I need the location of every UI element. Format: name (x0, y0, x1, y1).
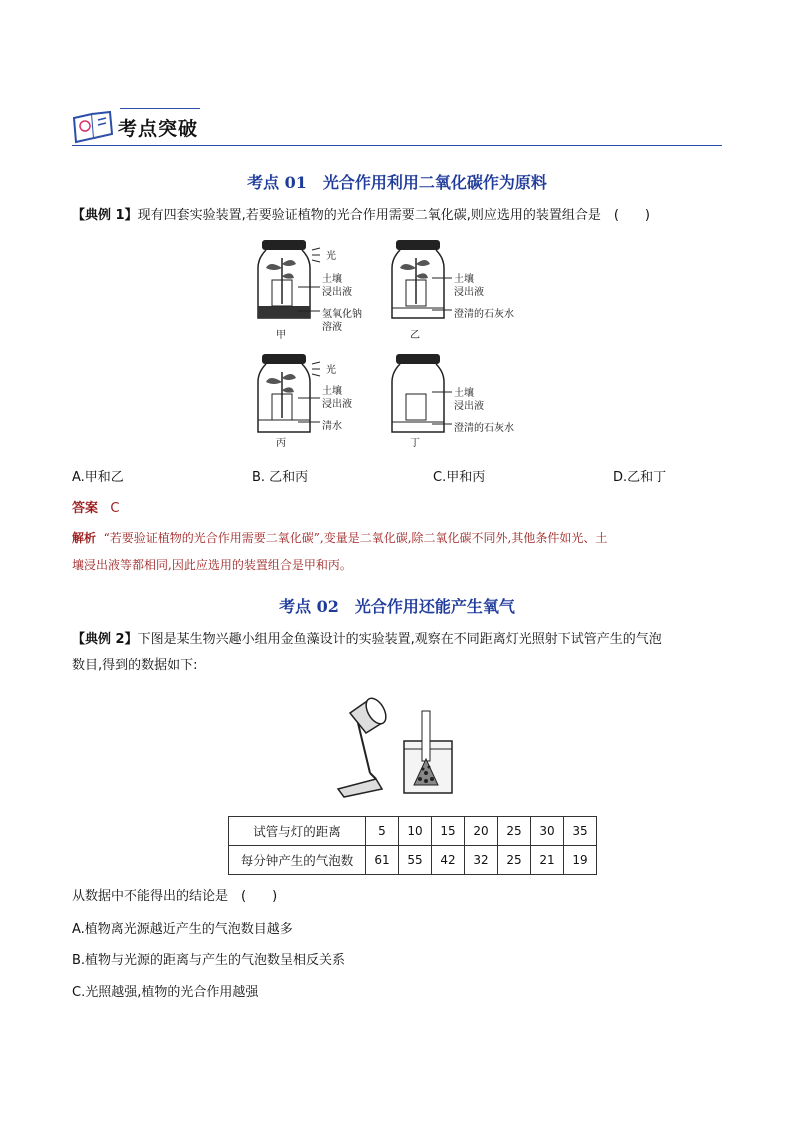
explanation-label: 解析 (72, 531, 97, 545)
label-soil-3a: 土壤 (322, 386, 342, 397)
table-cell: 10 (399, 817, 432, 846)
header-rule (72, 145, 722, 146)
option-a[interactable]: A.甲和乙 (72, 470, 124, 485)
table-cell: 55 (399, 846, 432, 875)
question-2 (72, 627, 722, 679)
label-ding: 丁 (410, 438, 420, 449)
label-soil-3b: 浸出液 (322, 399, 352, 410)
jar-jia (258, 240, 310, 318)
table-cell: 30 (531, 817, 564, 846)
table-cell: 61 (366, 846, 399, 875)
jar-ding (392, 354, 444, 432)
lamp-apparatus-figure (330, 693, 470, 807)
table-row (229, 817, 597, 846)
label-naoh-a: 氢氧化钠 (322, 309, 362, 320)
label-soil-1a: 土壤 (322, 274, 342, 285)
answer-label: 答案 (72, 501, 99, 516)
table-cell: 25 (498, 817, 531, 846)
table-cell: 15 (432, 817, 465, 846)
question-1-label: 【典例 1】 (72, 208, 138, 223)
question-1-text: 现有四套实验装置,若要验证植物的光合作用需要二氧化碳,则应选用的装置组合是 ( ) (137, 208, 650, 223)
question-2-label: 【典例 2】 (72, 632, 138, 647)
question-2-text-2: 数目,得到的数据如下: (72, 658, 198, 673)
option-2-a[interactable]: A.植物离光源越近产生的气泡数目越多 (72, 922, 293, 937)
label-soil-4b: 浸出液 (454, 401, 484, 412)
question-1 (72, 203, 722, 229)
table-cell: 25 (498, 846, 531, 875)
label-light-2: 光 (326, 365, 336, 376)
table-row (229, 846, 597, 875)
label-soil-2a: 土壤 (454, 274, 474, 285)
table-cell: 32 (465, 846, 498, 875)
section-1-title: 考点 01 光合作用利用二氧化碳作为原料 (247, 173, 547, 192)
label-soil-1b: 浸出液 (322, 287, 352, 298)
row-header-distance: 试管与灯的距离 (229, 817, 366, 846)
label-naoh-b: 溶液 (322, 322, 342, 333)
table-cell: 42 (432, 846, 465, 875)
table-cell: 21 (531, 846, 564, 875)
bubble-data-table (228, 816, 597, 875)
label-soil-4a: 土壤 (454, 388, 474, 399)
label-soil-2b: 浸出液 (454, 287, 484, 298)
option-d[interactable]: D.乙和丁 (613, 470, 667, 485)
label-light-1: 光 (326, 251, 336, 262)
row-header-bubbles: 每分钟产生的气泡数 (229, 846, 366, 875)
section-header-title: 考点突破 (118, 118, 199, 140)
book-icon (72, 110, 116, 148)
table-cell: 5 (366, 817, 399, 846)
explanation-line-2: 壤浸出液等都相同,因此应选用的装置组合是甲和丙。 (72, 558, 352, 572)
answer-value: C (110, 501, 120, 516)
jar-bing (258, 354, 310, 432)
label-limewater-2: 澄清的石灰水 (454, 423, 514, 434)
option-b[interactable]: B. 乙和丙 (252, 470, 309, 485)
explanation (72, 525, 722, 579)
jar-yi (392, 240, 444, 318)
table-cell: 35 (564, 817, 597, 846)
section-2-title: 考点 02 光合作用还能产生氧气 (279, 597, 515, 616)
label-yi: 乙 (410, 330, 420, 341)
option-c[interactable]: C.甲和丙 (433, 470, 486, 485)
answer-line (72, 497, 120, 516)
label-water: 清水 (322, 421, 342, 432)
table-cell: 19 (564, 846, 597, 875)
question-2-text-1: 下图是某生物兴趣小组用金鱼藻设计的实验装置,观察在不同距离灯光照射下试管产生的气泡 (137, 632, 662, 647)
option-2-c[interactable]: C.光照越强,植物的光合作用越强 (72, 985, 259, 1000)
option-2-b[interactable]: B.植物与光源的距离与产生的气泡数呈相反关系 (72, 953, 346, 968)
label-limewater-1: 澄清的石灰水 (454, 309, 514, 320)
label-jia: 甲 (276, 330, 286, 341)
table-cell: 20 (465, 817, 498, 846)
question-2-prompt: 从数据中不能得出的结论是 ( ) (72, 889, 278, 904)
explanation-line-1: “若要验证植物的光合作用需要二氧化碳”,变量是二氧化碳,除二氧化碳不同外,其他条件如光、土 (103, 531, 608, 545)
label-bing: 丙 (276, 438, 286, 449)
header-top-rule (120, 108, 200, 109)
